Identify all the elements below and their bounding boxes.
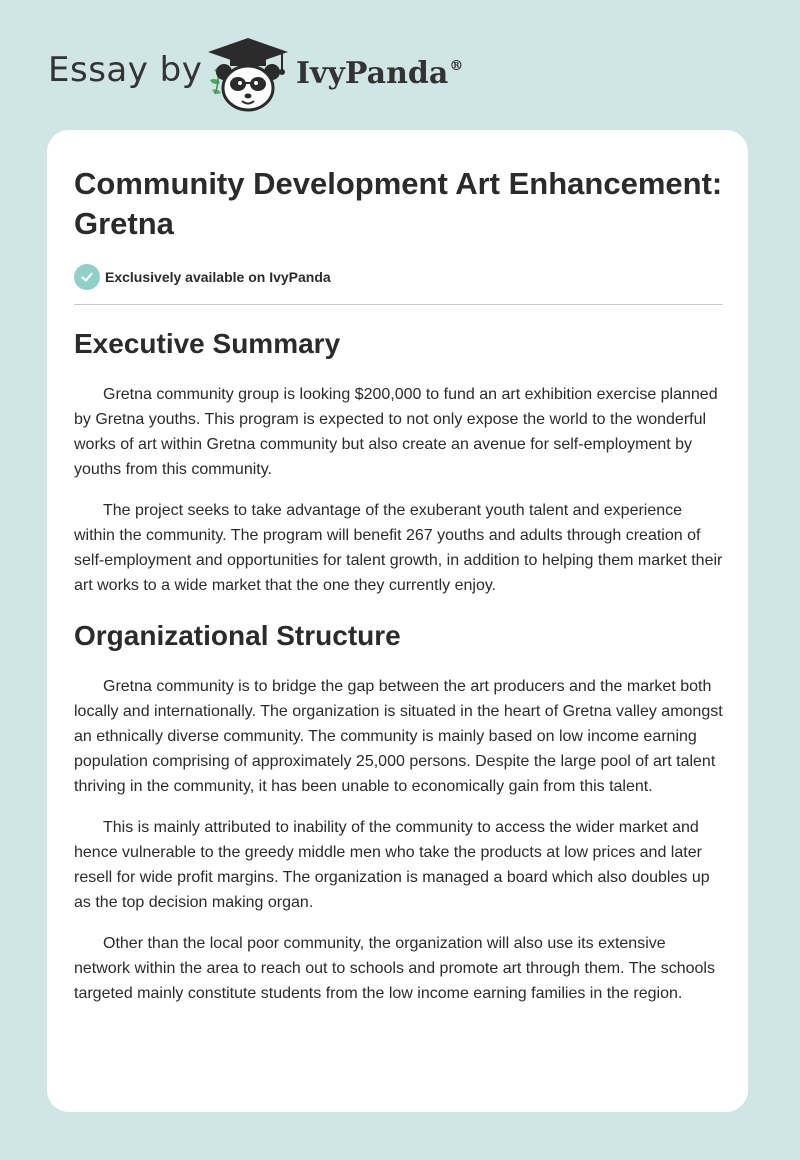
essay-by-label: Essay by — [48, 50, 203, 90]
registered-mark: ® — [449, 58, 464, 74]
exclusive-badge — [74, 264, 724, 290]
section-executive-summary — [74, 327, 724, 598]
section-organizational-structure — [74, 619, 724, 1006]
paragraph: The project seeks to take advantage of the exuberant youth talent and experience within the community. The program will benefit 267 youths and adults through creation of self-employment and opportunities for talent growth, in addition to helping them market their art works to a wide market that the one they currently enjoy. — [74, 502, 723, 594]
panda-graduate-icon[interactable] — [200, 34, 296, 114]
essay-content — [74, 164, 724, 1006]
site-header — [0, 0, 800, 120]
brand-text: IvyPanda — [296, 56, 449, 91]
badge-label: Exclusively available on IvyPanda — [105, 269, 331, 285]
paragraph: This is mainly attributed to inability of the community to access the wider market and hence vulnerable to the greedy middle men who take the products at low prices and later resell for wide profit margins. The organization is managed a board which also doubles up as the top decision making organ. — [74, 819, 710, 911]
page-title: Community Development Art Enhancement: Gretna — [74, 166, 723, 241]
section-heading: Executive Summary — [74, 328, 341, 359]
check-circle-icon — [74, 264, 100, 290]
paragraph: Gretna community is to bridge the gap between the art producers and the market both locally and internationally. The organization is situated in the heart of Gretna valley amongst an ethnically diverse community. The community is mainly based on low income earning population comprising of approximately 25,000 persons. Despite the large pool of art talent thriving in the community, it has been unable to economically gain from this talent. — [74, 678, 723, 795]
section-heading: Organizational Structure — [74, 620, 401, 651]
paragraph: Other than the local poor community, the organization will also use its extensive network within the area to reach out to schools and promote art through them. The schools targeted mainly constitute students from the low income earning families in the region. — [74, 935, 715, 1002]
brand-name[interactable] — [296, 56, 463, 91]
paragraph: Gretna community group is looking $200,000 to fund an art exhibition exercise planned by Gretna youths. This program is expected to not only expose the world to the wonderful works of art within Gretna community but also create an avenue for self-employment by youths from this community. — [74, 386, 718, 478]
divider — [74, 304, 723, 305]
essay-card — [47, 130, 748, 1112]
